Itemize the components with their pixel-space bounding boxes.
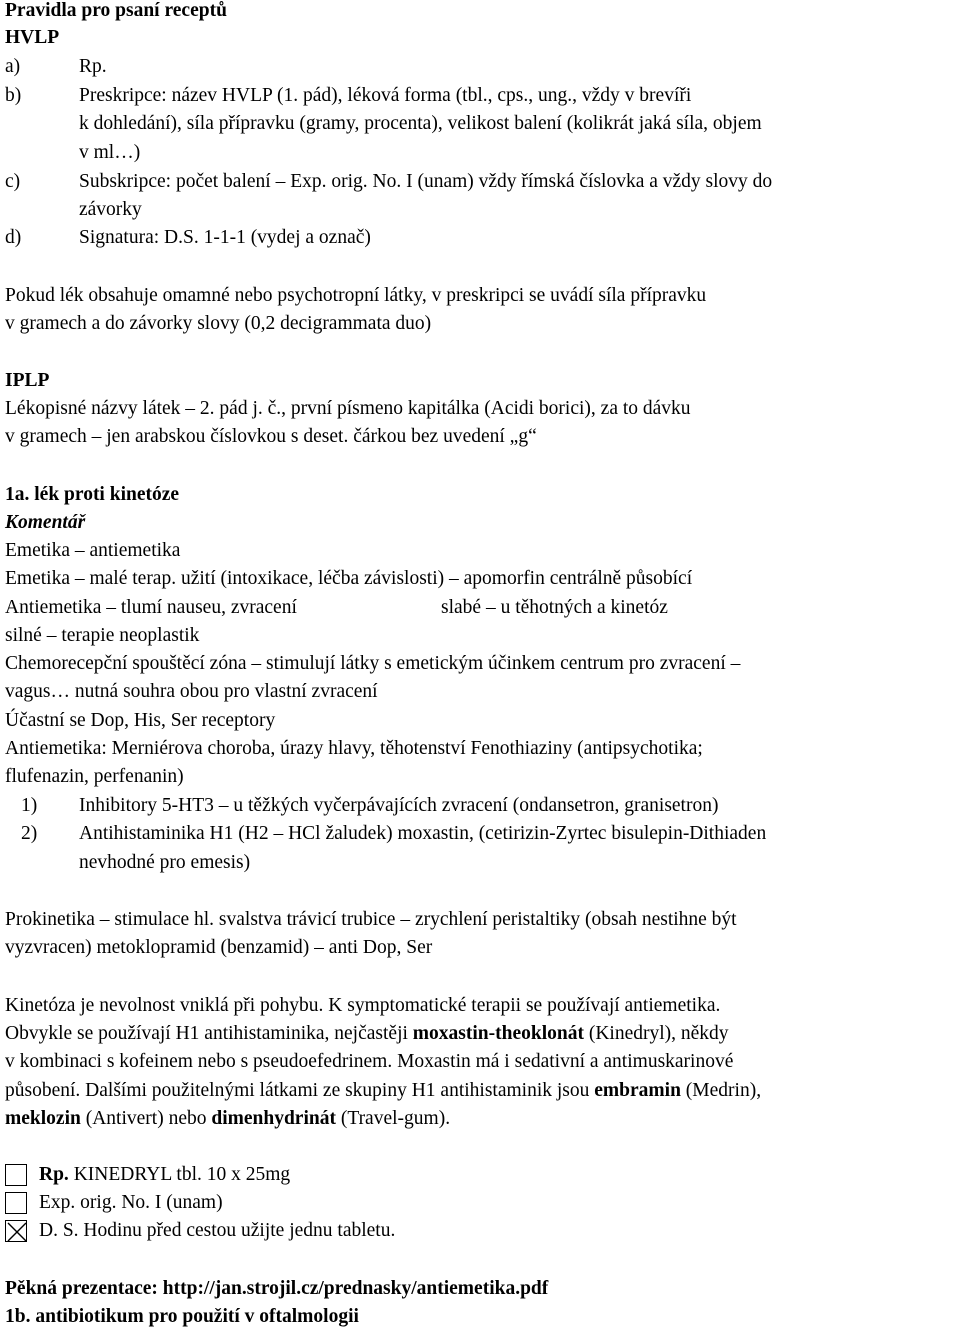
body-line: Antiemetika – tlumí nauseu, zvracení slabé – u těhotných a kinetóz	[5, 597, 668, 618]
list-item-continuation: závorky	[79, 199, 142, 220]
kinetoza-text: působení. Dalšími použitelnými látkami ze skupiny H1 antihistaminik jsou embramin (Medrin),	[5, 1080, 762, 1101]
iplp-text: v gramech – jen arabskou číslovkou s deset. čárkou bez uvedení „g“	[5, 426, 537, 447]
page-title: Pravidla pro psaní receptů	[5, 0, 227, 21]
list-item: b) Preskripce: název HVLP (1. pád), léková forma (tbl., cps., ung., vždy v brevíři	[5, 85, 692, 106]
section-1a-heading: 1a. lék proti kinetóze	[5, 484, 180, 505]
iplp-text: Lékopisné názvy látek – 2. pád j. č., první písmeno kapitálka (Acidi borici), za to dávku	[5, 398, 691, 419]
kinetoza-text: Obvykle se používají H1 antihistaminika, nejčastěji moxastin-theoklonát (Kinedryl), někdy	[5, 1023, 729, 1044]
list-item-continuation: k dohledání), síla přípravku (gramy, procenta), velikost balení (kolikrát jaká síla, objem	[79, 113, 762, 134]
presentation-link[interactable]: Pěkná prezentace: http://jan.strojil.cz/prednasky/antiemetika.pdf	[5, 1278, 549, 1299]
prokinetika-text: vyzvracen) metoklopramid (benzamid) – anti Dop, Ser	[5, 937, 433, 958]
cross-icon	[6, 1221, 28, 1243]
iplp-heading: IPLP	[5, 370, 50, 391]
hvlp-heading: HVLP	[5, 27, 60, 48]
body-line: flufenazin, perfenanin)	[5, 766, 184, 787]
body-line: Účastní se Dop, His, Ser receptory	[5, 710, 276, 731]
checkbox[interactable]	[5, 1192, 27, 1214]
body-line: Emetika – antiemetika	[5, 540, 181, 561]
list-item: a) Rp.	[5, 56, 107, 77]
list-item-continuation: v ml…)	[79, 142, 141, 163]
prescription-line: Rp. KINEDRYL tbl. 10 x 25mg	[39, 1164, 291, 1185]
body-line: vagus… nutná souhra obou pro vlastní zvracení	[5, 681, 378, 702]
numbered-item: 2) Antihistaminika H1 (H2 – HCl žaludek) moxastin, (cetirizin-Zyrtec bisulepin-Dithiaden	[21, 823, 767, 844]
kinetoza-text: meklozin (Antivert) nebo dimenhydrinát (Travel-gum).	[5, 1108, 451, 1129]
list-item: c) Subskripce: počet balení – Exp. orig. No. I (unam) vždy římská číslovka a vždy slovy do	[5, 171, 773, 192]
body-line: Chemorecepční spouštěcí zóna – stimulují látky s emetickým účinkem centrum pro zvracení –	[5, 653, 741, 674]
kinetoza-text: Kinetóza je nevolnost vniklá při pohybu. K symptomatické terapii se používají antiemetika.	[5, 995, 721, 1016]
checkbox[interactable]	[5, 1164, 27, 1186]
kinetoza-text: v kombinaci s kofeinem nebo s pseudoefedrinem. Moxastin má i sedativní a antimuskarinové	[5, 1051, 734, 1072]
body-line: Emetika – malé terap. užití (intoxikace, léčba závislosti) – apomorfin centrálně působící	[5, 568, 693, 589]
numbered-item: 1) Inhibitory 5-HT3 – u těžkých vyčerpávajících zvracení (ondansetron, granisetron)	[21, 795, 719, 816]
body-line: Antiemetika: Merniérova choroba, úrazy hlavy, těhotenství Fenothiaziny (antipsychotika;	[5, 738, 703, 759]
section-1b-heading: 1b. antibiotikum pro použití v oftalmologii	[5, 1306, 359, 1327]
hvlp-note: Pokud lék obsahuje omamné nebo psychotropní látky, v preskripci se uvádí síla přípravku	[5, 285, 707, 306]
body-line: silné – terapie neoplastik	[5, 625, 200, 646]
numbered-item-continuation: nevhodné pro emesis)	[79, 852, 251, 873]
prescription-line: D. S. Hodinu před cestou užijte jednu tabletu.	[39, 1220, 396, 1241]
hvlp-note: v gramech a do závorky slovy (0,2 decigrammata duo)	[5, 313, 432, 334]
prescription-line: Exp. orig. No. I (unam)	[39, 1192, 223, 1213]
prokinetika-text: Prokinetika – stimulace hl. svalstva trávicí trubice – zrychlení peristaltiky (obsah nestihne být	[5, 909, 737, 930]
comment-label: Komentář	[5, 512, 86, 533]
checkbox-crossed[interactable]	[5, 1220, 27, 1242]
list-item: d) Signatura: D.S. 1-1-1 (vydej a označ)	[5, 227, 371, 248]
